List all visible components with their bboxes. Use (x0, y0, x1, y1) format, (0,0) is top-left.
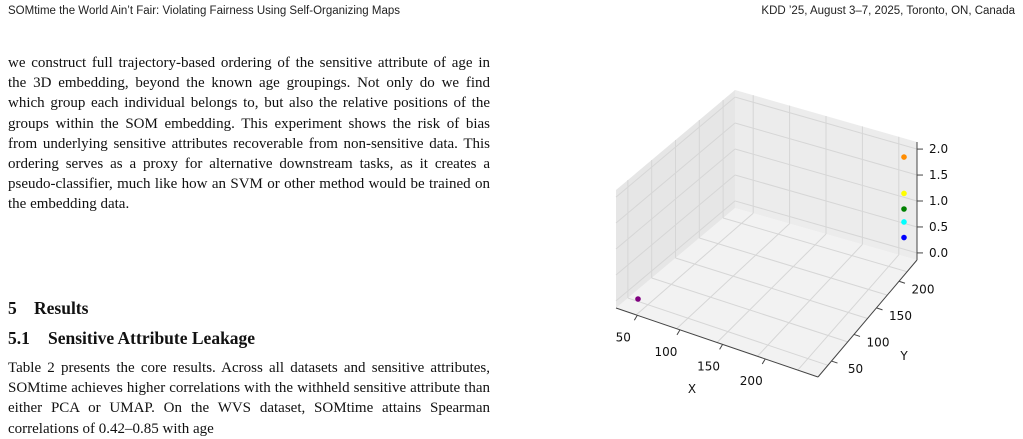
section-heading-results (8, 298, 88, 319)
x-tick-mark (677, 330, 680, 335)
results-paragraph: Table 2 presents the core results. Across all datasets and sensitive attributes, SOMtime achieves higher correlations with the withheld sensitive attribute than either PCA or UMAP. On the WVS dataset, SOMtime attains Spearman correlations of 0.42–0.85 with age (8, 360, 490, 437)
scatter-point (901, 206, 907, 212)
y-tick-label: 150 (889, 308, 912, 323)
results-paragraph-block (8, 358, 490, 439)
x-tick-label: 100 (654, 344, 678, 359)
section-title: Results (34, 298, 89, 318)
z-tick-label: 1.0 (929, 194, 949, 208)
scatter-point (901, 154, 907, 160)
intro-paragraph: we construct full trajectory-based ordering of the sensitive attribute of age in the 3D embedding, beyond the known age groupings. Not only do we find which group each individual belongs to, but also the relative positions of the groups within the SOM embedding. This experiment shows the risk of bias from underlying sensitive attributes recoverable from non-sensitive data. This ordering serves as a proxy for alternative downstream tasks, as it creates a pseudo-classifier, much like how an SVM or other method would be trained on the embedding data. (8, 55, 490, 213)
y-tick-mark (832, 361, 838, 363)
section-number: 5 (8, 298, 17, 318)
x-tick-mark (634, 315, 637, 320)
running-head-venue: KDD ’25, August 3–7, 2025, Toronto, ON, Canada (761, 5, 1015, 17)
scatter-point (635, 296, 641, 302)
running-head-title: SOMtime the World Ain’t Fair: Violating Fairness Using Self-Organizing Maps (8, 5, 401, 17)
y-tick-label: 200 (911, 282, 935, 297)
scatter-point (901, 191, 907, 197)
scatter-3d-figure (580, 55, 980, 405)
x-tick-label: 50 (615, 330, 631, 345)
scatter-3d-plot (580, 55, 980, 405)
z-tick-label: 1.5 (929, 168, 949, 183)
z-tick-label: 0.5 (929, 219, 949, 234)
z-tick-label: 0.0 (929, 245, 949, 260)
x-axis-label: X (687, 382, 697, 396)
x-tick-mark (762, 359, 765, 364)
x-tick-label: 150 (697, 359, 721, 374)
intro-paragraph-block (8, 53, 490, 215)
y-axis-label: Y (900, 349, 908, 363)
y-tick-label: 50 (847, 362, 864, 377)
x-tick-mark (720, 344, 723, 349)
subsection-number: 5.1 (8, 328, 30, 348)
z-tick-label: 2.0 (929, 142, 949, 157)
x-tick-label: 200 (739, 373, 763, 388)
y-tick-label: 100 (866, 335, 890, 350)
y-tick-mark (899, 281, 905, 283)
y-tick-mark (854, 334, 860, 336)
subsection-title: Sensitive Attribute Leakage (48, 328, 256, 348)
subsection-heading-leakage (8, 328, 255, 349)
y-tick-mark (877, 308, 883, 310)
axis-panes (616, 90, 917, 377)
scatter-point (901, 235, 907, 241)
scatter-point (901, 219, 907, 225)
